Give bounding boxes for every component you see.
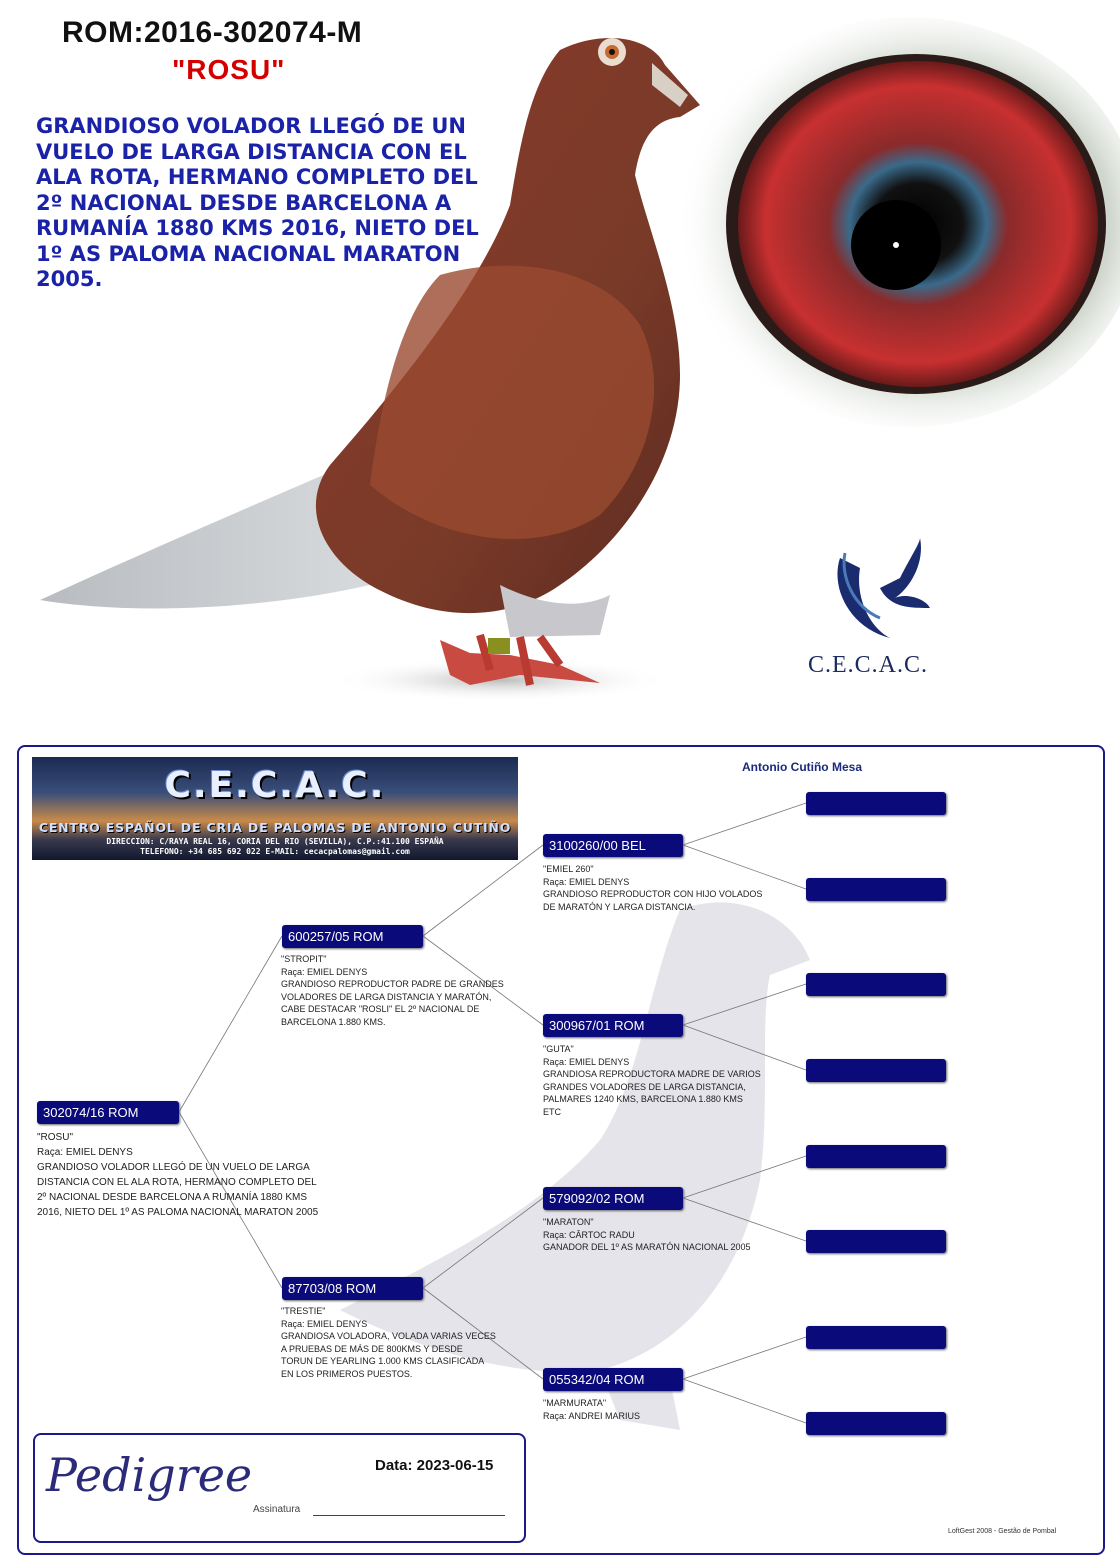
dam-info: [281, 1305, 521, 1380]
dam-sire-line: GANADOR DEL 1º AS MARATÓN NACIONAL 2005: [543, 1242, 751, 1252]
sire-line: CABE DESTACAR "ROSLI" EL 2º NACIONAL DE: [281, 1004, 480, 1014]
sire-line: Raça: EMIEL DENYS: [281, 966, 368, 977]
date-label: Data: 2023-06-15: [375, 1457, 494, 1474]
bird-name: "ROSU": [172, 54, 286, 85]
dam-line: A PRUEBAS DE MÁS DE 800KMS Y DESDE: [281, 1343, 463, 1354]
banner-phone: TELEFONO: +34 685 692 022 E-MAIL: cecacpalomas@gmail.com: [140, 847, 410, 856]
breeder-name: Antonio Cutiño Mesa: [742, 760, 862, 774]
subject-line: 2º NACIONAL DESDE BARCELONA A RUMANÍA 1880 KMS: [37, 1192, 308, 1203]
dam-line: "TRESTIE": [281, 1306, 326, 1316]
ggp-box-6[interactable]: [806, 1230, 946, 1253]
dam-sire-line: "MARATON": [543, 1217, 594, 1227]
sire-dam-line: GRANDES VOLADORES DE LARGA DISTANCIA,: [543, 1081, 746, 1092]
sire-ring-box[interactable]: 600257/05 ROM: [282, 925, 423, 948]
sire-dam-line: PALMARES 1240 KMS, BARCELONA 1.880 KMS: [543, 1094, 743, 1104]
subject-line: 2016, NIETO DEL 1º AS PALOMA NACIONAL MARATON 2005: [37, 1207, 319, 1218]
dam-dam-line: Raça: ANDREI MARIUS: [543, 1410, 641, 1421]
subject-info: [37, 1130, 377, 1220]
ggp-box-8[interactable]: [806, 1412, 946, 1435]
dam-ring-box[interactable]: 87703/08 ROM: [282, 1277, 423, 1300]
dam-line: GRANDIOSA VOLADORA, VOLADA VARIAS VECES: [281, 1331, 496, 1341]
software-credit: LoftGest 2008 - Gestão de Pombal: [948, 1528, 1057, 1535]
sire-sire-line: Raça: EMIEL DENYS: [543, 876, 630, 887]
sire-sire-line: DE MARATÓN Y LARGA DISTANCIA.: [543, 901, 696, 912]
subject-line: Raça: EMIEL DENYS: [37, 1147, 133, 1158]
subject-line: DISTANCIA CON EL ALA ROTA, HERMANO COMPLETO DEL: [37, 1177, 317, 1188]
sire-info: [281, 953, 521, 1028]
pedigree-label: Pedigree: [46, 1448, 253, 1502]
sire-sire-line: "EMIEL 260": [543, 864, 594, 874]
sire-dam-info: [543, 1043, 793, 1118]
sire-dam-line: Raça: EMIEL DENYS: [543, 1056, 630, 1067]
sire-dam-ring-box[interactable]: 300967/01 ROM: [543, 1014, 683, 1037]
sire-sire-line: GRANDIOSO REPRODUCTOR CON HIJO VOLADOS: [543, 889, 763, 899]
sire-dam-line: GRANDIOSA REPRODUCTORA MADRE DE VARIOS: [543, 1069, 761, 1079]
cecac-logo-text: C.E.C.A.C.: [808, 652, 929, 678]
ring-id-title: ROM:2016-302074-M: [62, 16, 363, 49]
sire-dam-line: ETC: [543, 1106, 561, 1117]
dam-dam-info: [543, 1397, 793, 1422]
ggp-box-3[interactable]: [806, 973, 946, 996]
ggp-box-5[interactable]: [806, 1145, 946, 1168]
signature-line[interactable]: [313, 1515, 505, 1516]
signature-label: Assinatura: [253, 1504, 301, 1515]
ggp-box-2[interactable]: [806, 878, 946, 901]
dam-dam-ring-box[interactable]: 055342/04 ROM: [543, 1368, 683, 1391]
sire-sire-ring-box[interactable]: 3100260/00 BEL: [543, 834, 683, 857]
dam-line: EN LOS PRIMEROS PUESTOS.: [281, 1368, 413, 1379]
ggp-box-7[interactable]: [806, 1326, 946, 1349]
subject-line: GRANDIOSO VOLADOR LLEGÓ DE UN VUELO DE LARGA: [37, 1162, 310, 1173]
ggp-box-4[interactable]: [806, 1059, 946, 1082]
banner-title: C.E.C.A.C.: [164, 765, 386, 806]
sire-line: VOLADORES DE LARGA DISTANCIA Y MARATÓN,: [281, 991, 492, 1002]
banner-subtitle: CENTRO ESPAÑOL DE CRIA DE PALOMAS DE ANTONIO CUTIÑO: [38, 820, 512, 835]
dam-sire-ring-box[interactable]: 579092/02 ROM: [543, 1187, 683, 1210]
dam-line: Raça: EMIEL DENYS: [281, 1318, 368, 1329]
sire-line: GRANDIOSO REPRODUCTOR PADRE DE GRANDES: [281, 979, 504, 989]
dam-line: TORUN DE YEARLING 1.000 KMS CLASIFICADA: [281, 1356, 485, 1366]
banner-address: DIRECCION: C/RAYA REAL 16, CORIA DEL RIO (SEVILLA), C.P.:41.100 ESPAÑA: [106, 837, 444, 846]
bird-description: GRANDIOSO VOLADOR LLEGÓ DE UN VUELO DE LARGA DISTANCIA CON EL ALA ROTA, HERMANO COMPLETO DEL 2º NACIONAL DESDE BARCELONA A RUMANÍA 1880 KMS 2016, NIETO DEL 1º AS PALOMA NACIONAL MARATON 2005.: [36, 114, 479, 291]
sire-line: "STROPIT": [281, 954, 327, 964]
subject-line: "ROSU": [37, 1132, 73, 1143]
sire-sire-info: [543, 863, 793, 913]
sire-line: BARCELONA 1.880 KMS.: [281, 1016, 386, 1027]
dam-dam-line: "MARMURATA": [543, 1398, 607, 1408]
sire-dam-line: "GUTA": [543, 1044, 574, 1054]
subject-ring-box[interactable]: 302074/16 ROM: [37, 1101, 179, 1124]
dam-sire-line: Raça: CÂRTOC RADU: [543, 1229, 635, 1240]
dam-sire-info: [543, 1216, 793, 1254]
ggp-box-1[interactable]: [806, 792, 946, 815]
